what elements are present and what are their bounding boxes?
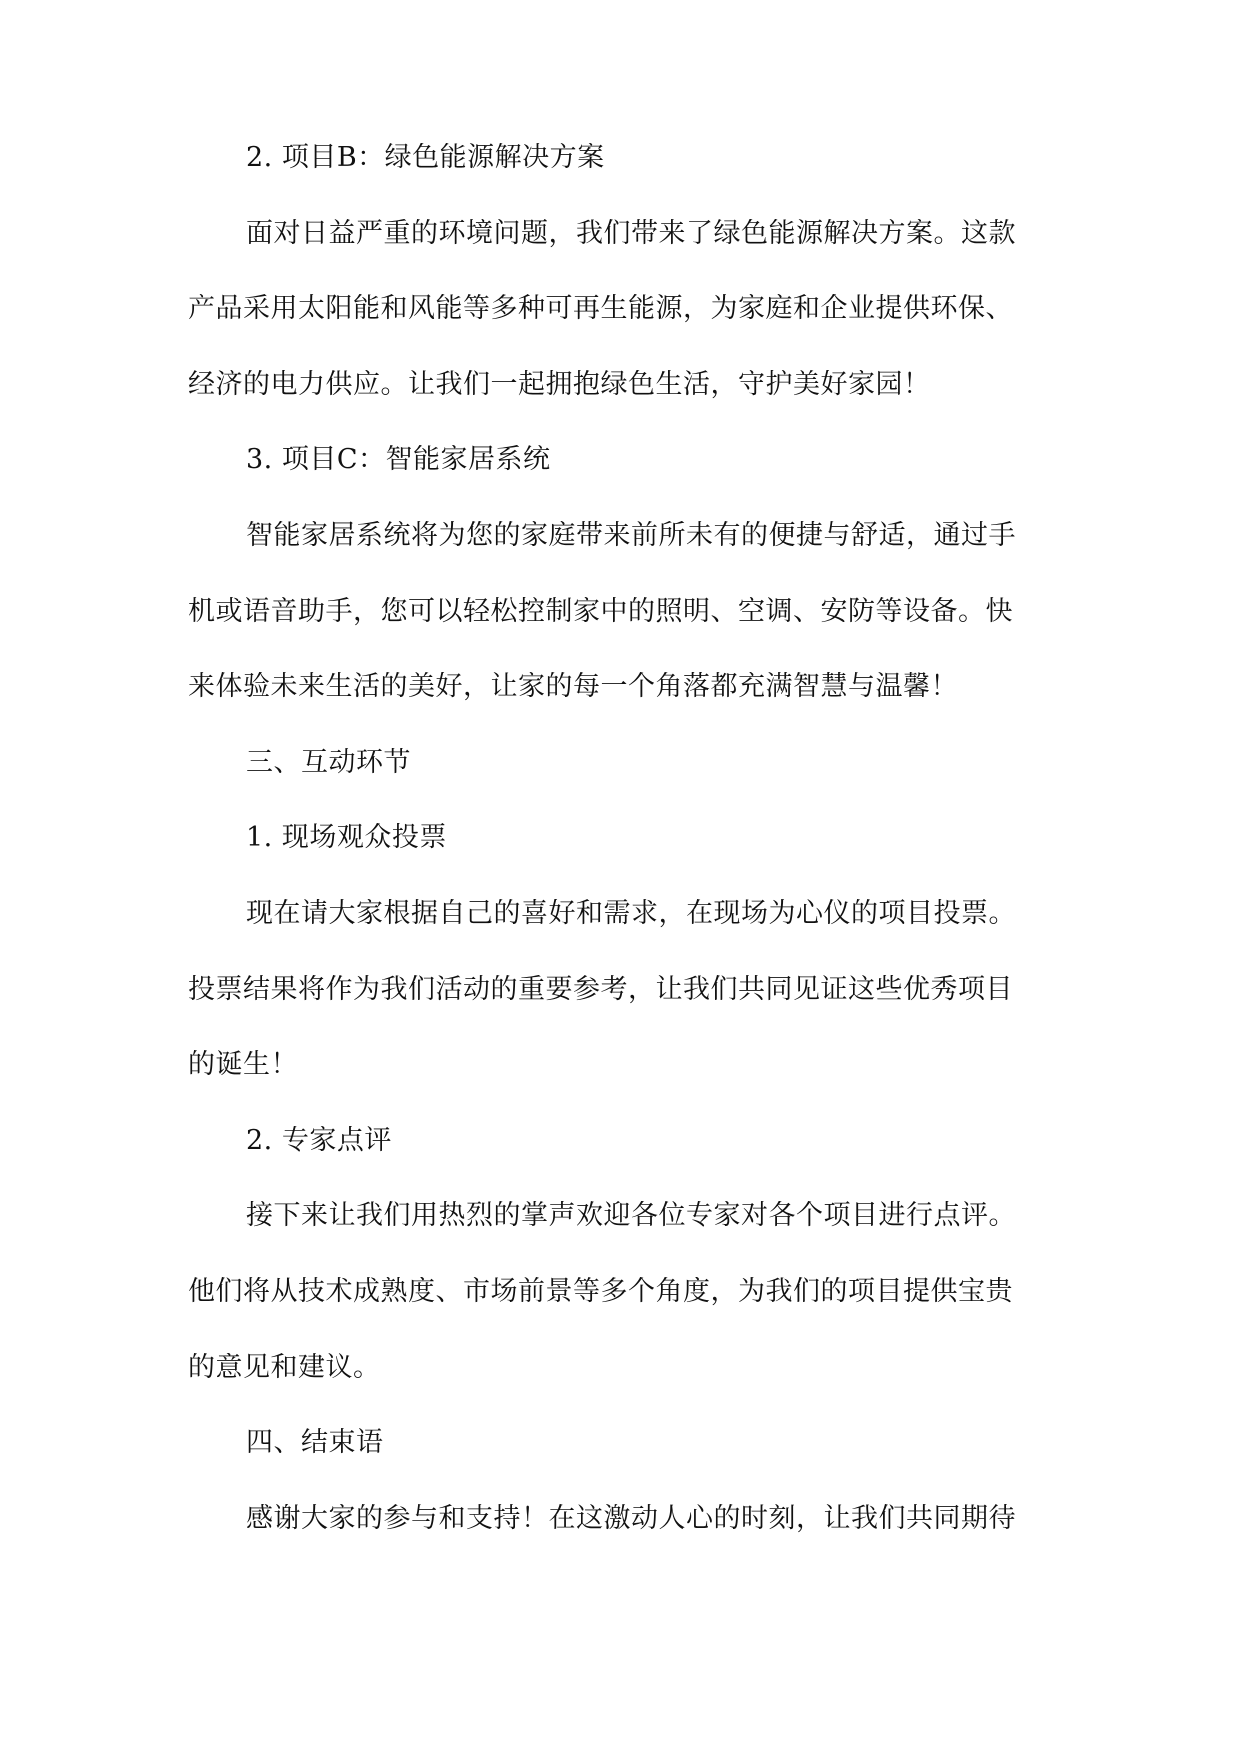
heading-project-b: 2. 项目B：绿色能源解决方案 — [246, 143, 605, 173]
paragraph-line: 接下来让我们用热烈的掌声欢迎各位专家对各个项目进行点评。 — [246, 1201, 1016, 1232]
section-heading-closing: 四、结束语 — [246, 1428, 384, 1459]
heading-expert-review: 2. 专家点评 — [246, 1125, 392, 1156]
paragraph-line: 他们将从技术成熟度、市场前景等多个角度，为我们的项目提供宝贵 — [188, 1276, 1013, 1307]
paragraph-line: 机或语音助手，您可以轻松控制家中的照明、空调、安防等设备。快 — [188, 596, 1013, 627]
paragraph-line: 感谢大家的参与和支持！在这激动人心的时刻，让我们共同期待 — [246, 1503, 1016, 1534]
heading-audience-vote: 1. 现场观众投票 — [246, 823, 447, 854]
paragraph-line: 面对日益严重的环境问题，我们带来了绿色能源解决方案。这款 — [246, 218, 1016, 249]
paragraph-line: 现在请大家根据自己的喜好和需求，在现场为心仪的项目投票。 — [246, 898, 1016, 929]
paragraph-line: 的诞生！ — [188, 1050, 298, 1081]
paragraph-line: 投票结果将作为我们活动的重要参考，让我们共同见证这些优秀项目 — [188, 974, 1013, 1005]
paragraph-line: 智能家居系统将为您的家庭带来前所未有的便捷与舒适，通过手 — [246, 520, 1016, 551]
paragraph-line: 的意见和建议。 — [188, 1352, 381, 1383]
heading-project-c: 3. 项目C：智能家居系统 — [246, 445, 551, 476]
paragraph-line: 来体验未来生活的美好，让家的每一个角落都充满智慧与温馨！ — [188, 672, 958, 703]
paragraph-line: 产品采用太阳能和风能等多种可再生能源，为家庭和企业提供环保、 — [188, 294, 1013, 325]
document-body — [188, 143, 1063, 1579]
paragraph-line: 经济的电力供应。让我们一起拥抱绿色生活，守护美好家园！ — [188, 369, 931, 400]
section-heading-interaction: 三、互动环节 — [246, 747, 411, 778]
